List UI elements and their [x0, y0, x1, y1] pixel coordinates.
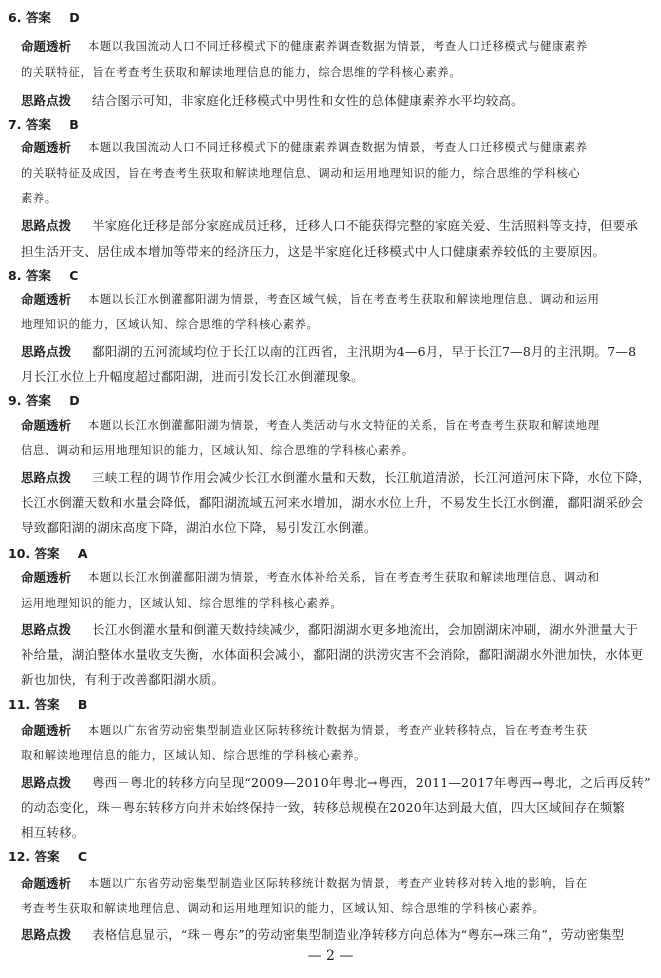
question-header: [8, 848, 87, 866]
answer-value: B: [69, 117, 79, 132]
text-line: 表格信息显示，“珠－粤东”的劳动密集型制造业净转移方向总体为“粤东→珠三角”，劳动密集型: [92, 927, 625, 942]
proposition-label: 命题透析: [21, 570, 72, 585]
answer-label: 答案: [25, 117, 51, 132]
text-line: 素养。: [21, 192, 57, 205]
text-line: 月长江水位上升幅度超过鄱阳湖，进而引发长江水倒灌现象。: [21, 369, 364, 384]
text-line: 的关联特征及成因，旨在考查考生获取和解读地理信息、调动和运用地理知识的能力，综合思维的学科核心: [21, 167, 581, 180]
text-line: 新也加快，有利于改善鄱阳湖水质。: [21, 672, 225, 687]
text-line: 取和解读地理信息的能力，区域认知、综合思维的学科核心素养。: [21, 749, 367, 762]
text-line: 鄱阳湖的五河流域均位于长江以南的江西省，主汛期为4—6月，早于长江7—8月的主汛期。7—8: [92, 344, 637, 359]
text-line: 结合图示可知，非家庭化迁移模式中男性和女性的总体健康素养水平均较高。: [92, 93, 524, 108]
question-header: [8, 696, 87, 714]
text-line: 运用地理知识的能力，区域认知、综合思维的学科核心素养。: [21, 597, 343, 610]
text-line: 考查考生获取和解读地理信息、调动和运用地理知识的能力，区域认知、综合思维的学科核心素养。: [21, 902, 545, 915]
question-header: [8, 392, 80, 410]
page-number: — 2 —: [307, 948, 354, 964]
text-line: 本题以广东省劳动密集型制造业区际转移统计数据为情景，考查产业转移对转入地的影响，旨在: [88, 877, 588, 890]
text-line: 的动态变化，珠－粤东转移方向并未始终保持一致，转移总规模在2020年达到最大值，四大区域间存在频繁: [21, 800, 626, 815]
text-line: 地理知识的能力，区域认知、综合思维的学科核心素养。: [21, 318, 319, 331]
approach-label: 思路点拨: [21, 218, 72, 233]
proposition-label: 命题透析: [21, 723, 72, 738]
answer-value: A: [77, 546, 88, 561]
question-header: [8, 116, 79, 134]
question-number: 8.: [8, 268, 22, 283]
text-line: 长江水倒灌天数和水量会降低，鄱阳湖流域五河来水增加，湖水水位上升，不易发生长江水倒灌，鄱阳湖采砂会: [21, 495, 644, 510]
proposition-label: 命题透析: [21, 876, 72, 891]
answer-value: C: [69, 268, 79, 283]
answer-label: 答案: [34, 849, 60, 864]
answer-label: 答案: [34, 546, 60, 561]
text-line: 本题以广东省劳动密集型制造业区际转移统计数据为情景，考查产业转移特点，旨在考查考生获: [88, 724, 588, 737]
answer-value: D: [69, 10, 80, 25]
text-line: 补给量，湖泊整体水量收支失衡，水体面积会减小，鄱阳湖的洪涝灾害不会消除，鄱阳湖湖水外泄加快，水体更: [21, 647, 644, 662]
question-number: 11.: [8, 697, 31, 712]
text-line: 的关联特征，旨在考查考生获取和解读地理信息的能力，综合思维的学科核心素养。: [21, 66, 462, 79]
question-number: 10.: [8, 546, 31, 561]
answer-value: D: [69, 393, 80, 408]
text-line: 相互转移。: [21, 825, 85, 840]
text-line: 粤西－粤北的转移方向呈现“2009—2010年粤北→粤西，2011—2017年粤西→粤北，之后再反转”: [92, 775, 651, 790]
text-line: 本题以长江水倒灌鄱阳湖为情景，考查区域气候，旨在考查考生获取和解读地理信息、调动和运用: [88, 293, 600, 306]
question-number: 7.: [8, 117, 22, 132]
text-line: 信息、调动和运用地理知识的能力，区域认知、综合思维的学科核心素养。: [21, 444, 414, 457]
question-number: 6.: [8, 10, 22, 25]
text-line: 本题以我国流动人口不同迁移模式下的健康素养调查数据为情景，考查人口迁移模式与健康素养: [88, 141, 588, 154]
question-number: 12.: [8, 849, 31, 864]
text-line: 本题以长江水倒灌鄱阳湖为情景，考查水体补给关系，旨在考查考生获取和解读地理信息、调动和: [88, 571, 600, 584]
text-line: 担生活开支、居住成本增加等带来的经济压力，这是半家庭化迁移模式中人口健康素养较低的主要原因。: [21, 244, 606, 259]
approach-label: 思路点拨: [21, 622, 72, 637]
proposition-label: 命题透析: [21, 140, 72, 155]
approach-label: 思路点拨: [21, 775, 72, 790]
approach-label: 思路点拨: [21, 470, 72, 485]
text-line: 本题以长江水倒灌鄱阳湖为情景，考查人类活动与水文特征的关系，旨在考查考生获取和解读地理: [88, 419, 600, 432]
answer-value: C: [77, 849, 88, 864]
question-header: [8, 545, 88, 563]
text-line: 长江水倒灌水量和倒灌天数持续减少，鄱阳湖湖水更多地流出，会加剧湖床冲刷，湖水外泄量大于: [92, 622, 639, 637]
proposition-label: 命题透析: [21, 418, 72, 433]
text-line: 三峡工程的调节作用会减少长江水倒灌水量和天数，长江航道清淤，长江河道河床下降，水位下降，: [92, 470, 651, 485]
question-number: 9.: [8, 393, 22, 408]
proposition-label: 命题透析: [21, 39, 72, 54]
approach-label: 思路点拨: [21, 93, 72, 108]
approach-label: 思路点拨: [21, 927, 72, 942]
text-line: 导致鄱阳湖的湖床高度下降，湖泊水位下降，易引发江水倒灌。: [21, 520, 377, 535]
text-line: 本题以我国流动人口不同迁移模式下的健康素养调查数据为情景，考查人口迁移模式与健康素养: [88, 40, 588, 53]
answer-value: B: [77, 697, 88, 712]
question-header: [8, 267, 78, 285]
text-line: 半家庭化迁移是部分家庭成员迁移，迁移人口不能获得完整的家庭关爱、生活照料等支持，但要承: [92, 218, 639, 233]
proposition-label: 命题透析: [21, 292, 72, 307]
answer-label: 答案: [34, 697, 60, 712]
answer-label: 答案: [25, 268, 51, 283]
answer-label: 答案: [25, 10, 51, 25]
approach-label: 思路点拨: [21, 344, 72, 359]
question-header: [8, 9, 80, 27]
answer-label: 答案: [25, 393, 51, 408]
